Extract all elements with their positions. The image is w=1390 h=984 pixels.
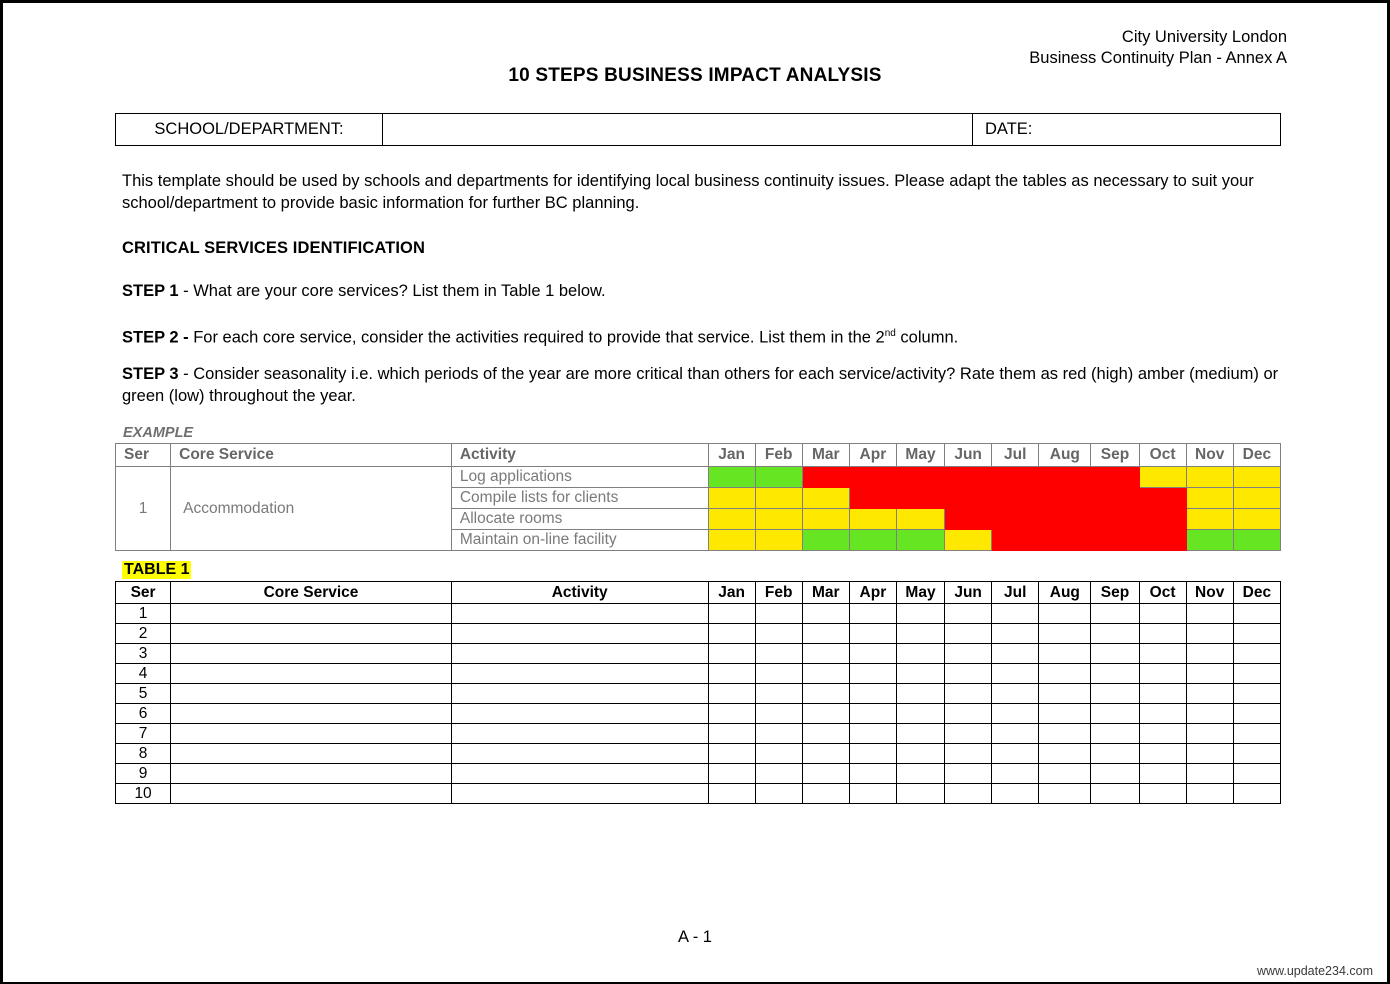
table1-ser-cell-3: 3: [116, 644, 171, 664]
table1-rating-cell-4-aug[interactable]: [1039, 664, 1091, 684]
table1-rating-cell-9-dec[interactable]: [1233, 764, 1280, 784]
example-rating-cell-may-red: [896, 467, 944, 488]
example-rating-cell-nov-green: [1186, 530, 1233, 551]
table1-rating-cell-1-jan[interactable]: [708, 604, 755, 624]
table1-rating-cell-2-aug[interactable]: [1039, 624, 1091, 644]
intro-paragraph: This template should be used by schools and departments for identifying local business continuity issues. Please adapt the tables as necessary to suit your school/department to provide basic information for further BC planning.: [122, 172, 1254, 212]
table1-rating-cell-1-nov[interactable]: [1186, 604, 1233, 624]
table1-activity-input-5[interactable]: [451, 684, 708, 704]
table-row: [116, 744, 1281, 764]
table1-rating-cell-8-apr[interactable]: [849, 744, 896, 764]
table1-rating-cell-6-oct[interactable]: [1139, 704, 1186, 724]
page-title: 10 STEPS BUSINESS IMPACT ANALYSIS: [508, 65, 882, 86]
example-rating-cell-jun-red: [945, 509, 992, 530]
table1-rating-cell-3-oct[interactable]: [1139, 644, 1186, 664]
table-row: [116, 604, 1281, 624]
table1-activity-input-8[interactable]: [451, 744, 708, 764]
example-rating-cell-oct-red: [1139, 509, 1186, 530]
table1-rating-cell-7-may[interactable]: [896, 724, 944, 744]
example-column-header-ser: Ser: [116, 444, 171, 467]
table1-ser-cell-8: 8: [116, 744, 171, 764]
table1-rating-cell-4-jan[interactable]: [708, 664, 755, 684]
table-row: [116, 704, 1281, 724]
table1-core-service-input-1[interactable]: [171, 604, 452, 624]
example-rating-cell-jun-red: [945, 467, 992, 488]
table1-core-service-input-4[interactable]: [171, 664, 452, 684]
example-rating-cell-mar-amber: [802, 488, 849, 509]
table1-rating-cell-10-apr[interactable]: [849, 784, 896, 804]
example-month-header-oct: Oct: [1139, 444, 1186, 467]
example-rating-cell-jul-red: [992, 530, 1039, 551]
table1-ser-cell-2: 2: [116, 624, 171, 644]
example-rating-cell-apr-red: [849, 467, 896, 488]
table1-rating-cell-7-jul[interactable]: [992, 724, 1039, 744]
table1-rating-cell-1-dec[interactable]: [1233, 604, 1280, 624]
table1-core-service-input-2[interactable]: [171, 624, 452, 644]
table1-rating-cell-3-sep[interactable]: [1091, 644, 1139, 664]
table1-rating-cell-6-nov[interactable]: [1186, 704, 1233, 724]
table1-month-header-sep: Sep: [1091, 582, 1139, 604]
table1-rating-cell-7-nov[interactable]: [1186, 724, 1233, 744]
example-rating-cell-mar-green: [802, 530, 849, 551]
table1-month-header-apr: Apr: [849, 582, 896, 604]
table1-rating-cell-4-dec[interactable]: [1233, 664, 1280, 684]
table1-rating-cell-10-mar[interactable]: [802, 784, 849, 804]
school-department-label: SCHOOL/DEPARTMENT:: [116, 114, 383, 145]
section-heading: CRITICAL SERVICES IDENTIFICATION: [122, 239, 425, 257]
example-rating-cell-aug-red: [1039, 509, 1091, 530]
example-rating-cell-jul-red: [992, 509, 1039, 530]
step-2-text-before-superscript: For each core service, consider the activities required to provide that service. List them in the 2: [188, 328, 885, 347]
table1-rating-cell-10-jan[interactable]: [708, 784, 755, 804]
table1-rating-cell-4-jun[interactable]: [945, 664, 992, 684]
table1-rating-cell-4-nov[interactable]: [1186, 664, 1233, 684]
table1-rating-cell-5-may[interactable]: [896, 684, 944, 704]
example-month-header-jul: Jul: [992, 444, 1039, 467]
table1-rating-cell-6-apr[interactable]: [849, 704, 896, 724]
table1-rating-cell-5-aug[interactable]: [1039, 684, 1091, 704]
table1-month-header-dec: Dec: [1233, 582, 1280, 604]
table1-rating-cell-9-may[interactable]: [896, 764, 944, 784]
table1-rating-cell-3-mar[interactable]: [802, 644, 849, 664]
table1-rating-cell-6-jan[interactable]: [708, 704, 755, 724]
table1-rating-cell-5-jul[interactable]: [992, 684, 1039, 704]
table1-rating-cell-6-dec[interactable]: [1233, 704, 1280, 724]
step-1-paragraph: [122, 281, 1282, 303]
example-rating-cell-nov-amber: [1186, 488, 1233, 509]
table1-rating-cell-3-jun[interactable]: [945, 644, 992, 664]
table1-rating-cell-5-oct[interactable]: [1139, 684, 1186, 704]
table1-rating-cell-4-feb[interactable]: [755, 664, 802, 684]
table1-rating-cell-9-oct[interactable]: [1139, 764, 1186, 784]
table1-rating-cell-5-nov[interactable]: [1186, 684, 1233, 704]
step-1-text: - What are your core services? List them in Table 1 below.: [178, 282, 606, 300]
table1-core-service-input-3[interactable]: [171, 644, 452, 664]
example-rating-cell-feb-amber: [755, 488, 802, 509]
step-1-label: STEP 1: [122, 282, 179, 300]
table1-activity-input-6[interactable]: [451, 704, 708, 724]
table1-activity-input-7[interactable]: [451, 724, 708, 744]
table1-rating-cell-10-oct[interactable]: [1139, 784, 1186, 804]
table1-rating-cell-1-sep[interactable]: [1091, 604, 1139, 624]
example-rating-cell-jan-amber: [708, 530, 755, 551]
table1-rating-cell-6-aug[interactable]: [1039, 704, 1091, 724]
table1-rating-cell-4-mar[interactable]: [802, 664, 849, 684]
school-department-date-bar: [115, 113, 1281, 146]
table1-rating-cell-10-dec[interactable]: [1233, 784, 1280, 804]
example-month-header-may: May: [896, 444, 944, 467]
table1-rating-cell-5-sep[interactable]: [1091, 684, 1139, 704]
example-rating-cell-dec-amber: [1233, 509, 1280, 530]
example-activity-cell: Log applications: [451, 467, 708, 488]
table1-rating-cell-10-jul[interactable]: [992, 784, 1039, 804]
table1-rating-cell-3-feb[interactable]: [755, 644, 802, 664]
example-month-header-dec: Dec: [1233, 444, 1280, 467]
table1-rating-cell-10-feb[interactable]: [755, 784, 802, 804]
table1-rating-cell-7-dec[interactable]: [1233, 724, 1280, 744]
example-rating-cell-feb-amber: [755, 530, 802, 551]
example-core-service-cell: Accommodation: [171, 467, 452, 551]
example-rating-cell-mar-amber: [802, 509, 849, 530]
example-rating-cell-nov-amber: [1186, 467, 1233, 488]
document-header: [1029, 27, 1287, 69]
watermark: www.update234.com: [1256, 964, 1373, 978]
table1-rating-cell-8-may[interactable]: [896, 744, 944, 764]
table1-rating-cell-7-aug[interactable]: [1039, 724, 1091, 744]
example-rating-cell-oct-red: [1139, 488, 1186, 509]
table1-rating-cell-2-sep[interactable]: [1091, 624, 1139, 644]
table1-rating-cell-9-mar[interactable]: [802, 764, 849, 784]
table1-rating-cell-3-nov[interactable]: [1186, 644, 1233, 664]
example-column-header-activity: Activity: [451, 444, 708, 467]
example-rating-cell-aug-red: [1039, 488, 1091, 509]
table1-activity-input-4[interactable]: [451, 664, 708, 684]
example-rating-cell-oct-amber: [1139, 467, 1186, 488]
table1-rating-cell-7-jan[interactable]: [708, 724, 755, 744]
table1-rating-cell-3-may[interactable]: [896, 644, 944, 664]
table1-rating-cell-3-apr[interactable]: [849, 644, 896, 664]
table1-rating-cell-1-jul[interactable]: [992, 604, 1039, 624]
example-rating-cell-jun-red: [945, 488, 992, 509]
example-rating-cell-oct-red: [1139, 530, 1186, 551]
example-rating-cell-jan-amber: [708, 488, 755, 509]
example-rating-cell-sep-red: [1091, 530, 1139, 551]
table1-rating-cell-6-sep[interactable]: [1091, 704, 1139, 724]
table1-rating-cell-9-apr[interactable]: [849, 764, 896, 784]
step-2-superscript: nd: [884, 328, 896, 339]
table1-rating-cell-2-jun[interactable]: [945, 624, 992, 644]
table1-rating-cell-2-apr[interactable]: [849, 624, 896, 644]
table1-rating-cell-5-jan[interactable]: [708, 684, 755, 704]
table1-rating-cell-8-jun[interactable]: [945, 744, 992, 764]
table1-month-header-jan: Jan: [708, 582, 755, 604]
example-table-header-row: [116, 444, 1281, 467]
example-table: [115, 443, 1281, 551]
date-label: DATE:: [985, 120, 1033, 138]
table1-rating-cell-8-mar[interactable]: [802, 744, 849, 764]
example-rating-cell-apr-amber: [849, 509, 896, 530]
table1-rating-cell-8-jan[interactable]: [708, 744, 755, 764]
table1-rating-cell-8-aug[interactable]: [1039, 744, 1091, 764]
header-organisation: City University London: [1121, 28, 1287, 46]
table1-ser-cell-1: 1: [116, 604, 171, 624]
step-3-paragraph: [122, 364, 1282, 407]
table1-header-row: [116, 582, 1281, 604]
example-month-header-apr: Apr: [849, 444, 896, 467]
example-rating-cell-sep-red: [1091, 509, 1139, 530]
step-3-label: STEP 3: [122, 365, 179, 383]
table1-rating-cell-9-jan[interactable]: [708, 764, 755, 784]
table1-core-service-input-9[interactable]: [171, 764, 452, 784]
table-row: [116, 624, 1281, 644]
table1-rating-cell-7-apr[interactable]: [849, 724, 896, 744]
table1-rating-cell-6-jul[interactable]: [992, 704, 1039, 724]
table1-rating-cell-3-dec[interactable]: [1233, 644, 1280, 664]
example-activity-cell: Compile lists for clients: [451, 488, 708, 509]
table1-activity-input-1[interactable]: [451, 604, 708, 624]
table1-rating-cell-10-sep[interactable]: [1091, 784, 1139, 804]
table1-rating-cell-7-feb[interactable]: [755, 724, 802, 744]
table1-rating-cell-2-dec[interactable]: [1233, 624, 1280, 644]
table1-rating-cell-4-may[interactable]: [896, 664, 944, 684]
table1-rating-cell-6-feb[interactable]: [755, 704, 802, 724]
example-rating-cell-feb-green: [755, 467, 802, 488]
table1-column-header-ser: Ser: [116, 582, 171, 604]
table1-rating-cell-4-oct[interactable]: [1139, 664, 1186, 684]
example-month-header-mar: Mar: [802, 444, 849, 467]
table1-activity-input-2[interactable]: [451, 624, 708, 644]
example-rating-cell-jul-red: [992, 467, 1039, 488]
step-3-text: - Consider seasonality i.e. which periods of the year are more critical than others for each service/activity? Rate them as red (high) amber (medium) or green (low) throughout the year.: [122, 365, 1279, 405]
table1-month-header-nov: Nov: [1186, 582, 1233, 604]
table1-rating-cell-9-feb[interactable]: [755, 764, 802, 784]
example-rating-cell-dec-green: [1233, 530, 1280, 551]
table1-rating-cell-8-nov[interactable]: [1186, 744, 1233, 764]
table1-ser-cell-10: 10: [116, 784, 171, 804]
step-2-text-after-superscript: column.: [895, 328, 959, 347]
example-month-header-sep: Sep: [1091, 444, 1139, 467]
table1-rating-cell-5-mar[interactable]: [802, 684, 849, 704]
table1-rating-cell-3-jan[interactable]: [708, 644, 755, 664]
table1: [115, 581, 1281, 804]
table1-rating-cell-2-jan[interactable]: [708, 624, 755, 644]
example-rating-cell-mar-red: [802, 467, 849, 488]
table1-month-header-jul: Jul: [992, 582, 1039, 604]
page-number-footer: A - 1: [678, 928, 712, 946]
table1-rating-cell-8-sep[interactable]: [1091, 744, 1139, 764]
table1-rating-cell-2-feb[interactable]: [755, 624, 802, 644]
school-department-input[interactable]: [383, 114, 973, 145]
table1-rating-cell-10-nov[interactable]: [1186, 784, 1233, 804]
table1-core-service-input-5[interactable]: [171, 684, 452, 704]
table1-rating-cell-9-jun[interactable]: [945, 764, 992, 784]
table1-rating-cell-10-may[interactable]: [896, 784, 944, 804]
table1-rating-cell-7-jun[interactable]: [945, 724, 992, 744]
table1-rating-cell-5-apr[interactable]: [849, 684, 896, 704]
table1-rating-cell-2-jul[interactable]: [992, 624, 1039, 644]
table1-rating-cell-1-jun[interactable]: [945, 604, 992, 624]
table1-rating-cell-1-oct[interactable]: [1139, 604, 1186, 624]
table1-rating-cell-8-jul[interactable]: [992, 744, 1039, 764]
table1-rating-cell-9-sep[interactable]: [1091, 764, 1139, 784]
table1-month-header-feb: Feb: [755, 582, 802, 604]
example-month-header-aug: Aug: [1039, 444, 1091, 467]
table1-activity-input-9[interactable]: [451, 764, 708, 784]
example-rating-cell-may-red: [896, 488, 944, 509]
example-activity-cell: Maintain on-line facility: [451, 530, 708, 551]
table1-month-header-jun: Jun: [945, 582, 992, 604]
example-table-row: [116, 467, 1281, 488]
table1-rating-cell-9-aug[interactable]: [1039, 764, 1091, 784]
example-month-header-jan: Jan: [708, 444, 755, 467]
example-rating-cell-nov-amber: [1186, 509, 1233, 530]
example-rating-cell-aug-red: [1039, 467, 1091, 488]
table1-rating-cell-7-sep[interactable]: [1091, 724, 1139, 744]
table1-ser-cell-6: 6: [116, 704, 171, 724]
table1-month-header-mar: Mar: [802, 582, 849, 604]
table1-activity-input-3[interactable]: [451, 644, 708, 664]
table1-rating-cell-6-mar[interactable]: [802, 704, 849, 724]
table1-ser-cell-4: 4: [116, 664, 171, 684]
table1-activity-input-10[interactable]: [451, 784, 708, 804]
example-activity-cell: Allocate rooms: [451, 509, 708, 530]
example-rating-cell-apr-green: [849, 530, 896, 551]
header-plan-name: Business Continuity Plan - Annex A: [1029, 49, 1287, 67]
table1-core-service-input-7[interactable]: [171, 724, 452, 744]
table1-rating-cell-4-jul[interactable]: [992, 664, 1039, 684]
table1-core-service-input-8[interactable]: [171, 744, 452, 764]
example-rating-cell-feb-amber: [755, 509, 802, 530]
example-month-header-jun: Jun: [945, 444, 992, 467]
example-rating-cell-may-amber: [896, 509, 944, 530]
example-rating-cell-jan-green: [708, 467, 755, 488]
table1-rating-cell-10-aug[interactable]: [1039, 784, 1091, 804]
table1-rating-cell-4-sep[interactable]: [1091, 664, 1139, 684]
table1-rating-cell-8-dec[interactable]: [1233, 744, 1280, 764]
example-rating-cell-apr-red: [849, 488, 896, 509]
table1-rating-cell-1-apr[interactable]: [849, 604, 896, 624]
example-rating-cell-dec-amber: [1233, 488, 1280, 509]
table1-rating-cell-8-oct[interactable]: [1139, 744, 1186, 764]
table1-rating-cell-1-mar[interactable]: [802, 604, 849, 624]
example-rating-cell-sep-red: [1091, 467, 1139, 488]
table1-rating-cell-8-feb[interactable]: [755, 744, 802, 764]
table1-rating-cell-4-apr[interactable]: [849, 664, 896, 684]
example-rating-cell-dec-amber: [1233, 467, 1280, 488]
table1-rating-cell-2-nov[interactable]: [1186, 624, 1233, 644]
table1-rating-cell-2-mar[interactable]: [802, 624, 849, 644]
table1-rating-cell-7-oct[interactable]: [1139, 724, 1186, 744]
example-rating-cell-jan-amber: [708, 509, 755, 530]
table1-month-header-may: May: [896, 582, 944, 604]
table1-column-header-activity: Activity: [451, 582, 708, 604]
table1-rating-cell-9-nov[interactable]: [1186, 764, 1233, 784]
table1-rating-cell-5-feb[interactable]: [755, 684, 802, 704]
table1-rating-cell-2-may[interactable]: [896, 624, 944, 644]
table1-rating-cell-5-jun[interactable]: [945, 684, 992, 704]
table1-rating-cell-1-aug[interactable]: [1039, 604, 1091, 624]
table1-rating-cell-6-jun[interactable]: [945, 704, 992, 724]
table1-rating-cell-2-oct[interactable]: [1139, 624, 1186, 644]
table-row: [116, 724, 1281, 744]
table1-ser-cell-9: 9: [116, 764, 171, 784]
table1-rating-cell-5-dec[interactable]: [1233, 684, 1280, 704]
example-ser-cell: 1: [116, 467, 171, 551]
table1-column-header-core-service: Core Service: [171, 582, 452, 604]
table-row: [116, 644, 1281, 664]
table-row: [116, 684, 1281, 704]
table1-rating-cell-9-jul[interactable]: [992, 764, 1039, 784]
table-row: [116, 764, 1281, 784]
table1-core-service-input-10[interactable]: [171, 784, 452, 804]
table1-rating-cell-3-aug[interactable]: [1039, 644, 1091, 664]
table1-rating-cell-10-jun[interactable]: [945, 784, 992, 804]
table1-rating-cell-1-feb[interactable]: [755, 604, 802, 624]
table1-rating-cell-6-may[interactable]: [896, 704, 944, 724]
table1-rating-cell-3-jul[interactable]: [992, 644, 1039, 664]
step-2-label: STEP 2 -: [122, 328, 189, 347]
example-rating-cell-jun-amber: [945, 530, 992, 551]
example-rating-cell-aug-red: [1039, 530, 1091, 551]
example-rating-cell-jul-red: [992, 488, 1039, 509]
example-month-header-feb: Feb: [755, 444, 802, 467]
table1-ser-cell-5: 5: [116, 684, 171, 704]
example-rating-cell-sep-red: [1091, 488, 1139, 509]
table1-label: TABLE 1: [124, 561, 190, 578]
step-2-paragraph: [122, 323, 1282, 349]
table1-ser-cell-7: 7: [116, 724, 171, 744]
example-column-header-core-service: Core Service: [171, 444, 452, 467]
table-row: [116, 784, 1281, 804]
example-label: EXAMPLE: [123, 425, 194, 441]
table1-month-header-aug: Aug: [1039, 582, 1091, 604]
table1-rating-cell-7-mar[interactable]: [802, 724, 849, 744]
table1-core-service-input-6[interactable]: [171, 704, 452, 724]
table-row: [116, 664, 1281, 684]
table1-month-header-oct: Oct: [1139, 582, 1186, 604]
example-rating-cell-may-green: [896, 530, 944, 551]
example-month-header-nov: Nov: [1186, 444, 1233, 467]
table1-rating-cell-1-may[interactable]: [896, 604, 944, 624]
